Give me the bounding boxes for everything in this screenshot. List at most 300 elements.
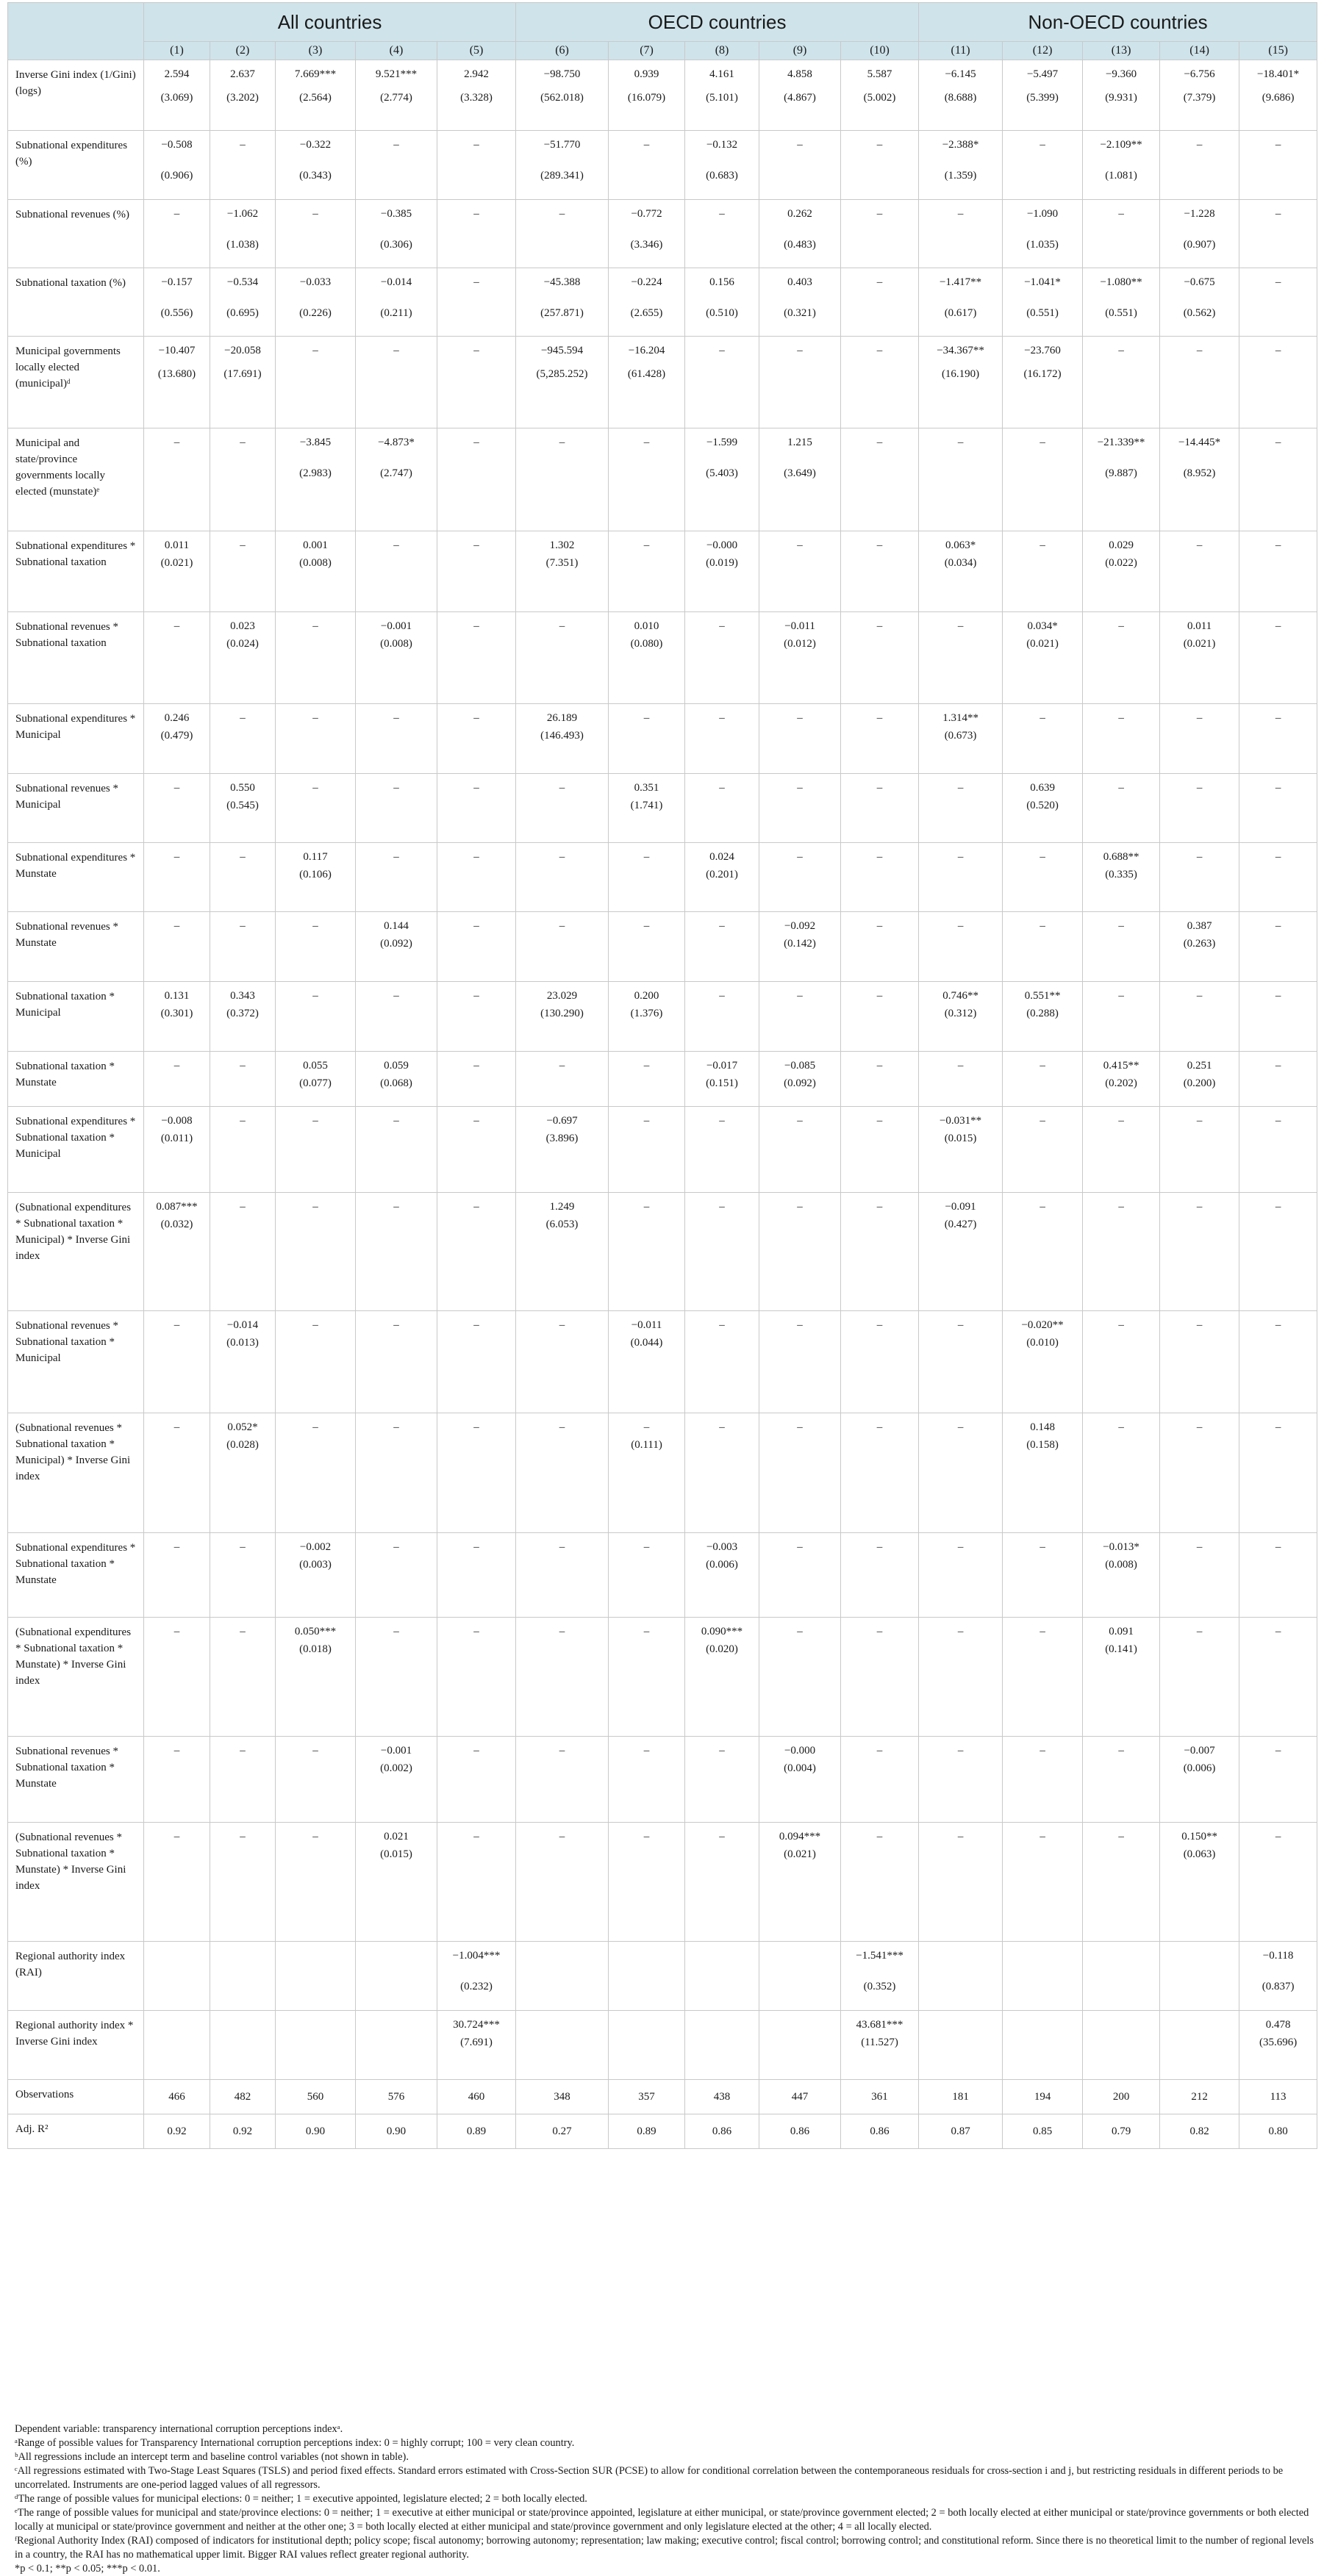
table-row (8, 1311, 1317, 1413)
coefficient-cell (210, 612, 276, 704)
coefficient-cell (356, 774, 437, 843)
coefficient-value: – (643, 1201, 650, 1213)
coefficient-value: −0.508 (161, 139, 193, 151)
coefficient-cell (437, 2114, 516, 2149)
coefficient-value: 7.669*** (294, 68, 337, 80)
coefficient-cell (1003, 2114, 1083, 2149)
coefficient-cell (210, 337, 276, 428)
coefficient-value: 0.27 (552, 2125, 572, 2137)
coefficient-value: – (240, 539, 246, 551)
column-number: (10) (870, 44, 890, 57)
coefficient-cell (144, 982, 210, 1052)
coefficient-value: −98.750 (543, 68, 581, 80)
coefficient-cell (356, 843, 437, 912)
coefficient-value: – (1039, 1626, 1045, 1637)
coefficient-value: – (1196, 851, 1203, 863)
standard-error-value: (0.077) (299, 1077, 332, 1089)
coefficient-value: −9.360 (1105, 68, 1137, 80)
standard-error-value: (0.837) (1262, 1981, 1295, 1992)
coefficient-cell (759, 531, 841, 612)
coefficient-value: – (312, 208, 318, 220)
standard-error-value: (3.346) (630, 239, 663, 251)
coefficient-value: −1.004*** (452, 1950, 501, 1962)
coefficient-cell (609, 1618, 685, 1737)
table-row (8, 268, 1317, 337)
coefficient-cell (609, 200, 685, 268)
column-number-cell (210, 42, 276, 60)
coefficient-cell (919, 428, 1003, 531)
coefficient-cell (1083, 428, 1160, 531)
coefficient-value: – (876, 1626, 883, 1637)
coefficient-value: – (393, 851, 399, 863)
coefficient-cell (437, 1942, 516, 2011)
coefficient-cell (276, 612, 356, 704)
coefficient-value: −0.091 (945, 1201, 976, 1213)
standard-error-value: (0.021) (1183, 638, 1216, 650)
coefficient-value: – (312, 1201, 318, 1213)
coefficient-cell (210, 1311, 276, 1413)
coefficient-value: – (240, 139, 246, 151)
coefficient-value: – (312, 345, 318, 356)
coefficient-cell (609, 1413, 685, 1533)
coefficient-cell (1239, 612, 1317, 704)
standard-error-value: (0.158) (1026, 1439, 1059, 1451)
coefficient-value: −1.228 (1184, 208, 1215, 220)
coefficient-cell (144, 1193, 210, 1311)
standard-error-value: (0.034) (944, 557, 977, 569)
coefficient-cell (759, 1533, 841, 1618)
coefficient-cell (841, 1737, 919, 1823)
coefficient-cell (210, 1193, 276, 1311)
coefficient-cell (210, 982, 276, 1052)
coefficient-cell (1160, 428, 1239, 531)
standard-error-value: (0.013) (226, 1337, 259, 1349)
coefficient-value: −0.013* (1103, 1541, 1139, 1553)
coefficient-value: 0.92 (167, 2125, 187, 2137)
coefficient-value: – (719, 1831, 725, 1843)
coefficient-cell (1239, 843, 1317, 912)
coefficient-cell (609, 1052, 685, 1107)
standard-error-value: (0.263) (1183, 938, 1216, 950)
coefficient-value: – (393, 1626, 399, 1637)
coefficient-cell (276, 531, 356, 612)
coefficient-cell (1239, 531, 1317, 612)
coefficient-cell (210, 2114, 276, 2149)
coefficient-value: – (1039, 1201, 1045, 1213)
row-label: Subnational revenues * Subnational taxation * Municipal (8, 1311, 144, 1413)
coefficient-cell (1083, 912, 1160, 982)
coefficient-value: – (393, 712, 399, 724)
table-row (8, 612, 1317, 704)
coefficient-value: – (1196, 712, 1203, 724)
coefficient-value: 0.246 (164, 712, 190, 724)
coefficient-cell (1003, 1193, 1083, 1311)
coefficient-cell (919, 2011, 1003, 2080)
coefficient-value: 0.89 (637, 2125, 656, 2137)
standard-error-value: (0.551) (1105, 307, 1137, 319)
coefficient-cell (276, 1413, 356, 1533)
coefficient-cell (1160, 2011, 1239, 2080)
coefficient-cell (437, 2011, 516, 2080)
coefficient-cell (919, 843, 1003, 912)
coefficient-value: – (876, 1831, 883, 1843)
coefficient-cell (437, 2080, 516, 2114)
coefficient-value: – (1275, 539, 1281, 551)
coefficient-value: – (876, 1115, 883, 1127)
coefficient-value: 0.387 (1187, 920, 1212, 932)
coefficient-cell (919, 1311, 1003, 1413)
coefficient-value: 0.688** (1103, 851, 1139, 863)
standard-error-value: (0.008) (1105, 1559, 1137, 1571)
coefficient-value: – (473, 539, 479, 551)
coefficient-value: −0.385 (380, 208, 412, 220)
standard-error-value: (0.010) (1026, 1337, 1059, 1349)
coefficient-cell (841, 337, 919, 428)
coefficient-cell (759, 1193, 841, 1311)
coefficient-cell (1083, 2011, 1160, 2080)
coefficient-cell (841, 774, 919, 843)
coefficient-value: – (393, 1421, 399, 1433)
coefficient-value: 0.87 (951, 2125, 970, 2137)
coefficient-cell (210, 1942, 276, 2011)
coefficient-value: – (1118, 208, 1124, 220)
standard-error-value: (1.035) (1026, 239, 1059, 251)
coefficient-value: – (473, 437, 479, 448)
coefficient-cell (356, 1533, 437, 1618)
standard-error-value: (0.020) (706, 1643, 738, 1655)
standard-error-value: (7.691) (460, 2037, 493, 2048)
coefficient-value: – (393, 139, 399, 151)
standard-error-value: (16.172) (1023, 368, 1062, 380)
coefficient-cell (1003, 337, 1083, 428)
row-label: Regional authority index * Inverse Gini index (8, 2011, 144, 2080)
coefficient-value: – (1039, 851, 1045, 863)
coefficient-value: – (559, 620, 565, 632)
standard-error-value: (5.101) (706, 92, 738, 104)
coefficient-cell (276, 1823, 356, 1942)
coefficient-cell (437, 1193, 516, 1311)
coefficient-cell (437, 982, 516, 1052)
coefficient-cell (609, 2114, 685, 2149)
standard-error-value: (1.359) (944, 170, 977, 182)
coefficient-value: – (393, 1541, 399, 1553)
coefficient-value: – (957, 1421, 964, 1433)
coefficient-cell (210, 843, 276, 912)
coefficient-value: – (1275, 920, 1281, 932)
coefficient-value: – (643, 139, 650, 151)
standard-error-value: (2.655) (630, 307, 663, 319)
coefficient-cell (437, 704, 516, 774)
coefficient-cell (1160, 774, 1239, 843)
coefficient-cell (1160, 704, 1239, 774)
standard-error-value: (6.053) (545, 1219, 579, 1230)
coefficient-cell (516, 843, 609, 912)
coefficient-value: – (1275, 1115, 1281, 1127)
coefficient-value: – (559, 851, 565, 863)
coefficient-value: −0.014 (380, 276, 412, 288)
coefficient-cell (1083, 1618, 1160, 1737)
coefficient-cell (1160, 982, 1239, 1052)
coefficient-value: – (643, 539, 650, 551)
coefficient-cell (1003, 428, 1083, 531)
coefficient-cell (1239, 337, 1317, 428)
coefficient-cell (919, 2080, 1003, 2114)
standard-error-value: (0.200) (1183, 1077, 1216, 1089)
header-row (8, 3, 1317, 42)
coefficient-cell (841, 1942, 919, 2011)
coefficient-cell (609, 843, 685, 912)
coefficient-cell (759, 2114, 841, 2149)
group-header-all-countries (144, 3, 516, 42)
coefficient-value: – (719, 782, 725, 794)
coefficient-value: – (719, 1201, 725, 1213)
coefficient-cell (841, 912, 919, 982)
coefficient-cell (1239, 2011, 1317, 2080)
column-number: (3) (308, 44, 323, 57)
coefficient-cell (276, 200, 356, 268)
coefficient-value: – (643, 1060, 650, 1072)
standard-error-value: (1.741) (630, 800, 663, 811)
standard-error-value: (0.617) (944, 307, 977, 319)
coefficient-value: – (797, 1541, 803, 1553)
standard-error-value: (0.006) (706, 1559, 738, 1571)
coefficient-cell (437, 1413, 516, 1533)
standard-error-value: (3.896) (545, 1133, 579, 1144)
coefficient-value: 0.79 (1111, 2125, 1131, 2137)
coefficient-cell (1239, 268, 1317, 337)
standard-error-value: (1.038) (226, 239, 259, 251)
coefficient-value: – (719, 990, 725, 1002)
standard-error-value: (0.006) (1183, 1762, 1216, 1774)
coefficient-cell (609, 1737, 685, 1823)
coefficient-value: 0.034* (1027, 620, 1058, 632)
coefficient-value: – (240, 1201, 246, 1213)
coefficient-value: – (173, 1319, 180, 1331)
coefficient-cell (841, 1618, 919, 1737)
coefficient-value: – (876, 1060, 883, 1072)
coefficient-cell (1003, 200, 1083, 268)
coefficient-value: 0.117 (303, 851, 328, 863)
coefficient-cell (759, 1413, 841, 1533)
coefficient-cell (1083, 1737, 1160, 1823)
coefficient-value: −945.594 (540, 345, 584, 356)
standard-error-value: (0.352) (863, 1981, 896, 1992)
coefficient-cell (919, 2114, 1003, 2149)
coefficient-cell (609, 912, 685, 982)
standard-error-value: (0.018) (299, 1643, 332, 1655)
coefficient-cell (356, 612, 437, 704)
coefficient-value: 348 (554, 2091, 570, 2103)
row-label: Observations (8, 2080, 144, 2114)
coefficient-cell (1239, 1618, 1317, 1737)
coefficient-value: – (473, 1745, 479, 1757)
coefficient-cell (516, 2114, 609, 2149)
coefficient-value: – (1196, 1421, 1203, 1433)
standard-error-value: (17.691) (223, 368, 262, 380)
coefficient-cell (516, 268, 609, 337)
regression-results-table (7, 2, 1317, 2149)
coefficient-cell (919, 131, 1003, 200)
coefficient-value: – (1039, 1831, 1045, 1843)
table-row (8, 1052, 1317, 1107)
standard-error-value: (1.081) (1105, 170, 1137, 182)
coefficient-cell (685, 774, 759, 843)
column-number-cell (919, 42, 1003, 60)
coefficient-cell (1239, 60, 1317, 131)
coefficient-cell (609, 1823, 685, 1942)
coefficient-cell (919, 1533, 1003, 1618)
coefficient-cell (609, 2080, 685, 2114)
coefficient-value: – (473, 1541, 479, 1553)
coefficient-cell (759, 337, 841, 428)
column-number-cell (1239, 42, 1317, 60)
coefficient-cell (1160, 1618, 1239, 1737)
coefficient-value: 30.724*** (453, 2019, 500, 2031)
coefficient-value: – (240, 437, 246, 448)
coefficient-value: – (719, 1115, 725, 1127)
coefficient-cell (144, 268, 210, 337)
coefficient-value: – (312, 782, 318, 794)
coefficient-value: – (1118, 1319, 1124, 1331)
coefficient-cell (759, 1823, 841, 1942)
coefficient-value: −5.497 (1026, 68, 1059, 80)
standard-error-value: (0.002) (380, 1762, 412, 1774)
coefficient-cell (685, 843, 759, 912)
coefficient-value: – (957, 437, 964, 448)
standard-error-value: (0.343) (299, 170, 332, 182)
coefficient-value: 0.055 (303, 1060, 328, 1072)
coefficient-cell (1239, 2114, 1317, 2149)
coefficient-cell (609, 1942, 685, 2011)
coefficient-cell (210, 704, 276, 774)
coefficient-cell (685, 531, 759, 612)
coefficient-cell (1003, 612, 1083, 704)
coefficient-value: – (240, 920, 246, 932)
coefficient-cell (609, 337, 685, 428)
coefficient-cell (685, 1942, 759, 2011)
coefficient-cell (609, 1193, 685, 1311)
coefficient-value: – (719, 1745, 725, 1757)
row-label: Subnational expenditures * Subnational taxation * Munstate (8, 1533, 144, 1618)
table-row (8, 1823, 1317, 1942)
coefficient-cell (685, 131, 759, 200)
row-label: (Subnational expenditures * Subnational taxation * Municipal) * Inverse Gini index (8, 1193, 144, 1311)
standard-error-value: (0.141) (1105, 1643, 1137, 1655)
coefficient-cell (144, 704, 210, 774)
coefficient-cell (356, 268, 437, 337)
standard-error-value: (7.351) (545, 557, 579, 569)
coefficient-cell (437, 612, 516, 704)
coefficient-cell (1239, 774, 1317, 843)
table-row (8, 60, 1317, 131)
coefficient-value: – (393, 1115, 399, 1127)
footnote: ᶜAll regressions estimated with Two-Stage Least Squares (TSLS) and period fixed effects. Standard errors estimated with Cross-Section SUR (PCSE) to allow for conditional correlation between the contemporaneous residuals for cross-section i and j, but restricting residuals in different periods to be uncorrelated. Instruments are one-period lagged values of all regressors. (15, 2465, 1284, 2491)
coefficient-value: −34.367** (937, 345, 984, 356)
coefficient-cell (841, 1052, 919, 1107)
coefficient-value: – (876, 712, 883, 724)
coefficient-cell (841, 982, 919, 1052)
coefficient-value: −0.085 (784, 1060, 816, 1072)
column-number: (9) (792, 44, 807, 57)
coefficient-value: 0.262 (787, 208, 812, 220)
coefficient-value: – (719, 208, 725, 220)
coefficient-value: 9.521*** (375, 68, 418, 80)
coefficient-value: 0.550 (230, 782, 255, 794)
coefficient-value: −0.118 (1262, 1950, 1294, 1962)
coefficient-cell (609, 131, 685, 200)
coefficient-cell (1083, 1533, 1160, 1618)
coefficient-cell (1083, 337, 1160, 428)
table-row (8, 1942, 1317, 2011)
coefficient-value: – (240, 851, 246, 863)
coefficient-cell (276, 337, 356, 428)
coefficient-value: – (876, 851, 883, 863)
standard-error-value: (0.011) (160, 1133, 193, 1144)
coefficient-value: – (473, 990, 479, 1002)
coefficient-cell (144, 912, 210, 982)
coefficient-value: – (797, 1201, 803, 1213)
coefficient-cell (841, 843, 919, 912)
standard-error-value: (0.510) (706, 307, 738, 319)
standard-error-value: (0.106) (299, 869, 332, 880)
coefficient-value: −0.007 (1184, 1745, 1215, 1757)
row-label: Subnational expenditures * Munstate (8, 843, 144, 912)
coefficient-cell (1003, 912, 1083, 982)
coefficient-cell (759, 1737, 841, 1823)
coefficient-value: – (240, 1831, 246, 1843)
coefficient-value: – (1118, 1831, 1124, 1843)
coefficient-cell (1239, 2080, 1317, 2114)
standard-error-value: (5,285.252) (536, 368, 588, 380)
coefficient-value: – (559, 1060, 565, 1072)
coefficient-value: −0.031** (939, 1115, 982, 1127)
coefficient-cell (1003, 1107, 1083, 1193)
coefficient-value: – (473, 1421, 479, 1433)
coefficient-value: – (473, 1626, 479, 1637)
coefficient-cell (516, 704, 609, 774)
coefficient-value: – (1039, 437, 1045, 448)
coefficient-value: 0.090*** (701, 1626, 743, 1637)
coefficient-value: −0.000 (706, 539, 738, 551)
coefficient-value: – (1196, 1626, 1203, 1637)
coefficient-value: – (1118, 1201, 1124, 1213)
coefficient-value: −1.599 (706, 437, 738, 448)
coefficient-cell (841, 531, 919, 612)
coefficient-value: 1.249 (549, 1201, 575, 1213)
coefficient-cell (437, 1737, 516, 1823)
coefficient-cell (919, 268, 1003, 337)
standard-error-value: (0.520) (1026, 800, 1059, 811)
coefficient-value: −51.770 (543, 139, 581, 151)
coefficient-value: −18.401* (1256, 68, 1300, 80)
row-label: Subnational taxation * Munstate (8, 1052, 144, 1107)
coefficient-cell (841, 131, 919, 200)
coefficient-cell (356, 337, 437, 428)
column-number-cell (685, 42, 759, 60)
column-number-cell (759, 42, 841, 60)
standard-error-value: (0.028) (226, 1439, 259, 1451)
coefficient-value: – (797, 539, 803, 551)
standard-error-value: (0.312) (944, 1008, 977, 1019)
coefficient-value: – (643, 1421, 650, 1433)
coefficient-cell (1083, 843, 1160, 912)
coefficient-cell (144, 60, 210, 131)
table-footnotes (15, 2422, 1314, 2576)
coefficient-value: 0.144 (384, 920, 409, 932)
coefficient-cell (516, 1823, 609, 1942)
coefficient-value: – (643, 920, 650, 932)
coefficient-value: 4.161 (709, 68, 734, 80)
